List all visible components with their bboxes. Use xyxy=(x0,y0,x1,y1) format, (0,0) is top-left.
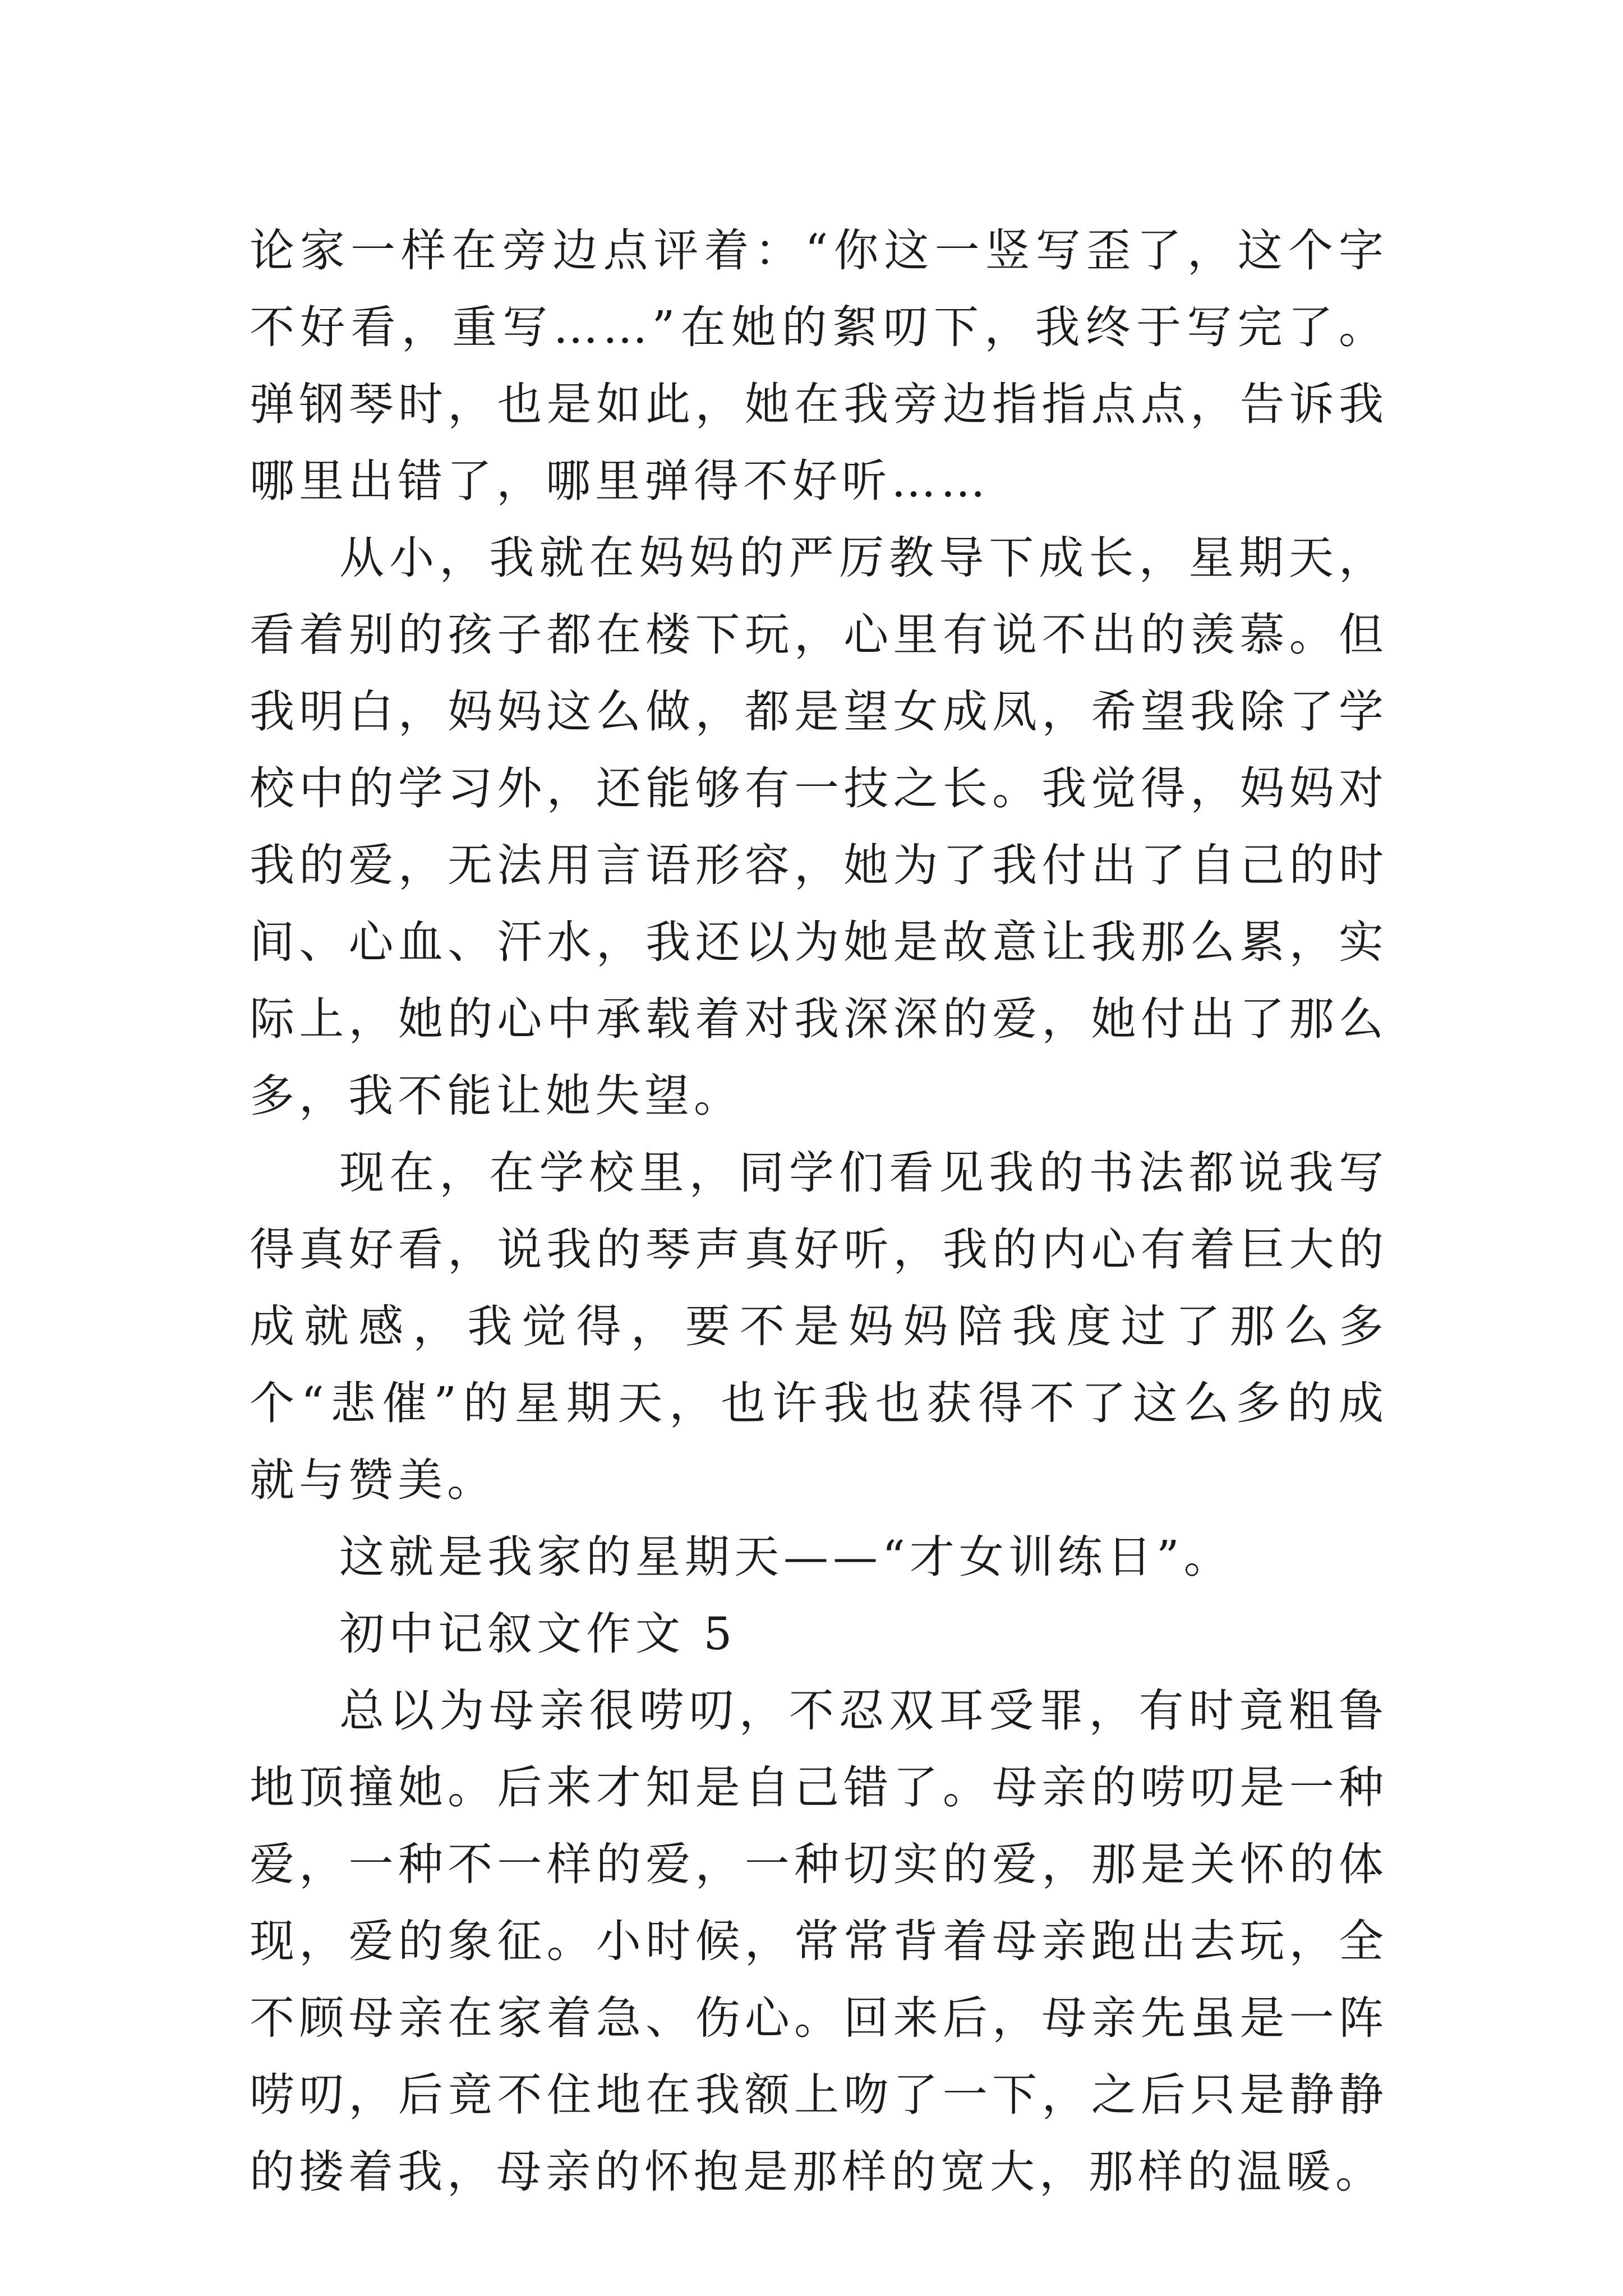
paragraph-upbringing: 从小，我就在妈妈的严厉教导下成长，星期天，看着别的孩子都在楼下玩，心里有说不出的羡慕。但我明白，妈妈这么做，都是望女成凤，希望我除了学校中的学习外，还能够有一技之长。我觉得，妈妈对我的爱，无法用言语形容，她为了我付出了自己的时间、心血、汗水，我还以为她是故意让我那么累，实际上，她的心中承载着对我深深的爱，她付出了那么多，我不能让她失望。 xyxy=(250,532,1388,1122)
paragraph-mother-nagging: 总以为母亲很唠叨，不忍双耳受罪，有时竟粗鲁地顶撞她。后来才知是自己错了。母亲的唠叨是一种爱，一种不一样的爱，一种切实的爱，那是关怀的体现，爱的象征。小时候，常常背着母亲跑出去玩，全不顾母亲在家着急、伤心。回来后，母亲先虽是一阵唠叨，后竟不住地在我额上吻了一下，之后只是静静的搂着我，母亲的怀抱是那样的宽大，那样的温暖。 xyxy=(250,1685,1388,2198)
paragraph-achievement: 现在，在学校里，同学们看见我的书法都说我写得真好看，说我的琴声真好听，我的内心有着巨大的成就感，我觉得，要不是妈妈陪我度过了那么多个“悲催”的星期天，也许我也获得不了这么多的成就与赞美。 xyxy=(250,1147,1388,1506)
paragraph-conclusion: 这就是我家的星期天——“才女训练日”。 xyxy=(339,1531,1233,1583)
paragraph-continuation: 论家一样在旁边点评着：“你这一竖写歪了，这个字不好看，重写……”在她的絮叨下，我终于写完了。弹钢琴时，也是如此，她在我旁边指指点点，告诉我哪里出错了，哪里弹得不好听…… xyxy=(250,224,1388,507)
essay-heading: 初中记叙文作文 5 xyxy=(339,1608,737,1660)
body-text xyxy=(250,212,1388,2210)
